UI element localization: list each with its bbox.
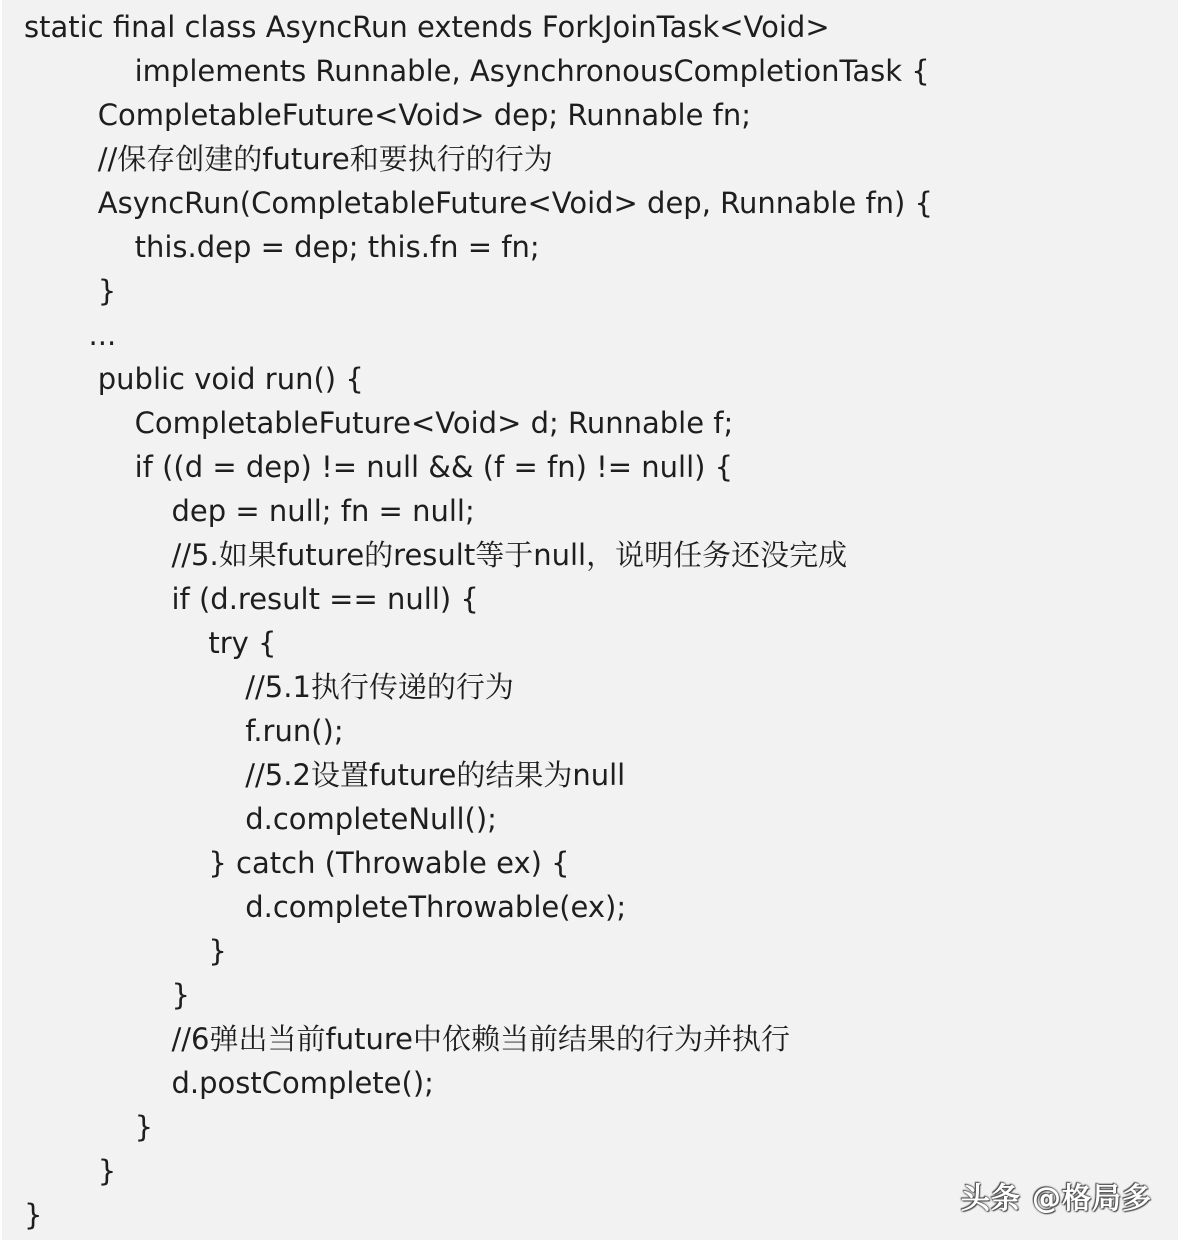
code-comment: //5.1执行传递的行为 — [24, 670, 514, 704]
code-line: ... — [24, 318, 117, 352]
code-line: try { — [24, 626, 277, 660]
code-block — [2, 0, 1178, 1240]
code-line: } — [24, 1198, 43, 1232]
code-line: } — [24, 1154, 117, 1188]
code-line: implements Runnable, AsynchronousCompletionTask { — [24, 54, 930, 88]
code-line: static final class AsyncRun extends ForkJoinTask<Void> — [24, 10, 830, 44]
code-comment: //6弹出当前future中依赖当前结果的行为并执行 — [24, 1022, 790, 1056]
code-line: dep = null; fn = null; — [24, 494, 475, 528]
code-line: d.completeThrowable(ex); — [24, 890, 627, 924]
code-line: AsyncRun(CompletableFuture<Void> dep, Runnable fn) { — [24, 186, 934, 220]
code-line: } — [24, 934, 227, 968]
code-comment: //5.2设置future的结果为null — [24, 758, 626, 792]
code-line: this.dep = dep; this.fn = fn; — [24, 230, 540, 264]
code-line: f.run(); — [24, 714, 344, 748]
code-line: CompletableFuture<Void> d; Runnable f; — [24, 406, 734, 440]
code-line: d.postComplete(); — [24, 1066, 434, 1100]
code-line: if (d.result == null) { — [24, 582, 479, 616]
watermark: 头条 @格局多 — [960, 1181, 1152, 1215]
code-comment: //保存创建的future和要执行的行为 — [24, 142, 553, 176]
code-line: public void run() { — [24, 362, 364, 396]
code-comment: //5.如果future的result等于null，说明任务还没完成 — [24, 538, 848, 572]
code-line: } — [24, 274, 117, 308]
code-line: } — [24, 1110, 154, 1144]
code-line: d.completeNull(); — [24, 802, 497, 836]
code-line: CompletableFuture<Void> dep; Runnable fn; — [24, 98, 751, 132]
code-line: if ((d = dep) != null && (f = fn) != null) { — [24, 450, 734, 484]
code-line: } — [24, 978, 190, 1012]
code-line: } catch (Throwable ex) { — [24, 846, 570, 880]
